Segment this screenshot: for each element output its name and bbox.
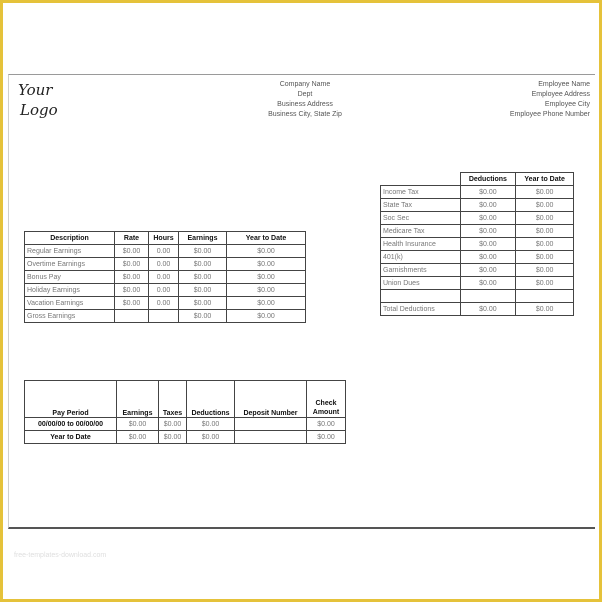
table-cell: $0.00	[115, 271, 149, 284]
table-cell: $0.00	[460, 186, 516, 199]
company-address: Business Address	[277, 101, 333, 108]
table-cell: Vacation Earnings	[25, 297, 115, 310]
table-cell: $0.00	[179, 258, 227, 271]
earnings-header: Year to Date	[227, 232, 306, 245]
pay-summary-header: Taxes	[159, 381, 187, 418]
table-cell: $0.00	[115, 245, 149, 258]
table-cell: $0.00	[187, 418, 235, 431]
table-cell: $0.00	[227, 271, 306, 284]
table-cell-empty	[381, 290, 461, 303]
table-cell: 0.00	[149, 271, 179, 284]
table-cell: $0.00	[227, 258, 306, 271]
table-cell	[115, 310, 149, 323]
table-cell-empty	[460, 290, 516, 303]
table-row	[381, 212, 574, 225]
table-row-empty	[381, 290, 574, 303]
table-row	[381, 264, 574, 277]
table-cell-empty	[381, 173, 461, 186]
employee-name: Employee Name	[538, 81, 590, 88]
table-cell: Garnishments	[381, 264, 461, 277]
table-cell: $0.00	[179, 284, 227, 297]
pay-summary-header: Earnings	[117, 381, 159, 418]
table-cell: State Tax	[381, 199, 461, 212]
table-cell: $0.00	[117, 431, 159, 444]
pay-summary-header: Deductions	[187, 381, 235, 418]
table-cell: $0.00	[159, 418, 187, 431]
table-row	[25, 258, 306, 271]
table-cell: $0.00	[307, 431, 346, 444]
deductions-header: Year to Date	[516, 173, 574, 186]
table-cell: $0.00	[460, 225, 516, 238]
table-cell: Overtime Earnings	[25, 258, 115, 271]
earnings-header: Rate	[115, 232, 149, 245]
table-cell: Income Tax	[381, 186, 461, 199]
table-cell: Medicare Tax	[381, 225, 461, 238]
table-row	[381, 238, 574, 251]
pay-summary-header-row	[25, 381, 346, 418]
pay-summary-table	[24, 380, 346, 444]
earnings-header-row	[25, 232, 306, 245]
table-cell: $0.00	[115, 297, 149, 310]
table-cell: $0.00	[516, 264, 574, 277]
table-row	[25, 297, 306, 310]
table-cell: $0.00	[516, 251, 574, 264]
table-row-total	[25, 310, 306, 323]
table-cell: $0.00	[179, 271, 227, 284]
table-cell: $0.00	[179, 310, 227, 323]
table-cell: $0.00	[117, 418, 159, 431]
table-cell: $0.00	[227, 245, 306, 258]
table-cell: $0.00	[460, 212, 516, 225]
table-row	[25, 418, 346, 431]
table-cell: Gross Earnings	[25, 310, 115, 323]
table-cell: $0.00	[227, 310, 306, 323]
table-cell: $0.00	[460, 303, 516, 316]
table-cell: Bonus Pay	[25, 271, 115, 284]
table-row-total	[381, 303, 574, 316]
watermark: free-templates-download.com	[14, 552, 107, 559]
table-row	[381, 277, 574, 290]
table-cell: 401(k)	[381, 251, 461, 264]
earnings-header: Earnings	[179, 232, 227, 245]
deductions-header-row	[381, 173, 574, 186]
table-row	[381, 186, 574, 199]
table-cell: Year to Date	[25, 431, 117, 444]
table-cell: $0.00	[516, 199, 574, 212]
table-cell: $0.00	[460, 199, 516, 212]
table-cell: 0.00	[149, 258, 179, 271]
table-cell: $0.00	[460, 277, 516, 290]
table-cell: $0.00	[307, 418, 346, 431]
table-cell	[149, 310, 179, 323]
table-row	[25, 284, 306, 297]
table-cell: $0.00	[227, 297, 306, 310]
table-cell: Health Insurance	[381, 238, 461, 251]
table-cell: $0.00	[187, 431, 235, 444]
deductions-header: Deductions	[460, 173, 516, 186]
table-cell	[235, 431, 307, 444]
deductions-table	[380, 172, 574, 316]
table-row	[25, 431, 346, 444]
table-cell-empty	[516, 290, 574, 303]
table-cell: Regular Earnings	[25, 245, 115, 258]
pay-summary-header: Pay Period	[25, 381, 117, 418]
table-cell: $0.00	[460, 238, 516, 251]
table-cell: $0.00	[516, 225, 574, 238]
table-cell: Soc Sec	[381, 212, 461, 225]
table-cell: $0.00	[460, 264, 516, 277]
table-cell: $0.00	[516, 186, 574, 199]
table-cell: $0.00	[516, 303, 574, 316]
table-row	[381, 225, 574, 238]
table-cell: $0.00	[516, 212, 574, 225]
table-cell	[235, 418, 307, 431]
earnings-header: Hours	[149, 232, 179, 245]
table-cell: $0.00	[179, 245, 227, 258]
pay-summary-header: Deposit Number	[235, 381, 307, 418]
table-cell: $0.00	[179, 297, 227, 310]
table-cell: $0.00	[115, 284, 149, 297]
table-row	[25, 271, 306, 284]
logo-line-1: Your	[18, 81, 53, 99]
employee-phone: Employee Phone Number	[509, 111, 590, 118]
table-cell: $0.00	[115, 258, 149, 271]
table-cell: 0.00	[149, 284, 179, 297]
table-row	[381, 199, 574, 212]
table-cell: $0.00	[516, 238, 574, 251]
table-cell: Total Deductions	[381, 303, 461, 316]
company-info	[262, 80, 348, 120]
earnings-table	[24, 231, 306, 323]
company-line2: Dept	[297, 91, 313, 98]
employee-city: Employee City	[544, 101, 590, 108]
table-row	[25, 245, 306, 258]
table-cell: Holiday Earnings	[25, 284, 115, 297]
table-cell: $0.00	[516, 277, 574, 290]
logo-line-2: Logo	[20, 101, 58, 119]
table-cell: Union Dues	[381, 277, 461, 290]
table-cell: $0.00	[227, 284, 306, 297]
table-cell: 0.00	[149, 245, 179, 258]
company-logo	[18, 80, 58, 120]
table-cell: 0.00	[149, 297, 179, 310]
table-cell: 00/00/00 to 00/00/00	[25, 418, 117, 431]
table-cell: $0.00	[460, 251, 516, 264]
table-row	[381, 251, 574, 264]
company-name: Company Name	[279, 81, 331, 88]
pay-summary-header: Check Amount	[307, 381, 346, 418]
employee-info	[490, 80, 590, 120]
company-city: Business City, State Zip	[268, 111, 342, 118]
earnings-header: Description	[25, 232, 115, 245]
employee-address: Employee Address	[531, 91, 590, 98]
table-cell: $0.00	[159, 431, 187, 444]
